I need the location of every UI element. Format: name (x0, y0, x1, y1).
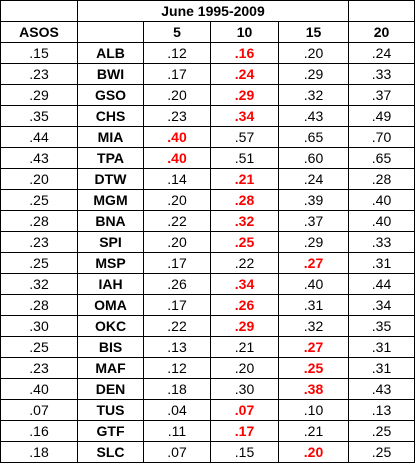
cell-15: .40 (279, 274, 349, 295)
table-row (1, 85, 415, 106)
cell-15: .32 (279, 85, 349, 106)
header-5: 5 (144, 22, 211, 43)
header-15: 15 (279, 22, 349, 43)
cell-station: SLC (78, 442, 144, 463)
cell-5: .20 (144, 232, 211, 253)
table-row (1, 358, 415, 379)
header-row (1, 22, 415, 43)
table-row (1, 442, 415, 463)
cell-5: .20 (144, 190, 211, 211)
table-row (1, 295, 415, 316)
cell-station: OMA (78, 295, 144, 316)
cell-20: .25 (349, 421, 415, 442)
cell-station: CHS (78, 106, 144, 127)
cell-20: .28 (349, 169, 415, 190)
cell-10: .30 (211, 379, 279, 400)
cell-20: .24 (349, 43, 415, 64)
table-row (1, 106, 415, 127)
cell-10: .34 (211, 106, 279, 127)
cell-station: IAH (78, 274, 144, 295)
cell-10: .21 (211, 169, 279, 190)
table-row (1, 316, 415, 337)
cell-asos: .20 (1, 169, 78, 190)
cell-15: .21 (279, 421, 349, 442)
cell-10: .17 (211, 421, 279, 442)
cell-20: .37 (349, 85, 415, 106)
header-station (78, 22, 144, 43)
cell-10: .07 (211, 400, 279, 421)
cell-15: .20 (279, 442, 349, 463)
cell-10: .20 (211, 358, 279, 379)
cell-20: .44 (349, 274, 415, 295)
cell-20: .25 (349, 442, 415, 463)
table-row (1, 274, 415, 295)
cell-asos: .23 (1, 232, 78, 253)
cell-10: .29 (211, 85, 279, 106)
cell-15: .32 (279, 316, 349, 337)
cell-20: .40 (349, 211, 415, 232)
cell-20: .40 (349, 190, 415, 211)
cell-10: .34 (211, 274, 279, 295)
cell-20: .49 (349, 106, 415, 127)
cell-station: DEN (78, 379, 144, 400)
cell-asos: .28 (1, 295, 78, 316)
cell-5: .14 (144, 169, 211, 190)
cell-asos: .23 (1, 64, 78, 85)
table-row (1, 127, 415, 148)
table-title: June 1995-2009 (78, 1, 349, 22)
title-spacer-right (349, 1, 415, 22)
cell-15: .29 (279, 232, 349, 253)
cell-10: .57 (211, 127, 279, 148)
table-row (1, 43, 415, 64)
cell-10: .29 (211, 316, 279, 337)
cell-5: .22 (144, 316, 211, 337)
cell-15: .39 (279, 190, 349, 211)
table-row (1, 253, 415, 274)
cell-station: TPA (78, 148, 144, 169)
cell-15: .25 (279, 358, 349, 379)
table-row (1, 400, 415, 421)
cell-station: GTF (78, 421, 144, 442)
cell-asos: .30 (1, 316, 78, 337)
title-spacer-left (1, 1, 78, 22)
table-row (1, 64, 415, 85)
table-row (1, 421, 415, 442)
cell-20: .35 (349, 316, 415, 337)
cell-15: .24 (279, 169, 349, 190)
cell-10: .22 (211, 253, 279, 274)
cell-station: TUS (78, 400, 144, 421)
cell-10: .15 (211, 442, 279, 463)
cell-5: .11 (144, 421, 211, 442)
cell-station: MSP (78, 253, 144, 274)
cell-asos: .16 (1, 421, 78, 442)
cell-asos: .44 (1, 127, 78, 148)
cell-5: .12 (144, 358, 211, 379)
cell-asos: .25 (1, 337, 78, 358)
cell-20: .65 (349, 148, 415, 169)
table-row (1, 337, 415, 358)
cell-5: .22 (144, 211, 211, 232)
table-row (1, 148, 415, 169)
cell-asos: .23 (1, 358, 78, 379)
cell-20: .31 (349, 337, 415, 358)
cell-5: .04 (144, 400, 211, 421)
cell-5: .17 (144, 64, 211, 85)
cell-asos: .40 (1, 379, 78, 400)
cell-asos: .25 (1, 253, 78, 274)
cell-20: .33 (349, 64, 415, 85)
cell-5: .17 (144, 253, 211, 274)
table-row (1, 379, 415, 400)
cell-asos: .28 (1, 211, 78, 232)
cell-asos: .43 (1, 148, 78, 169)
cell-20: .31 (349, 358, 415, 379)
cell-20: .43 (349, 379, 415, 400)
cell-station: OKC (78, 316, 144, 337)
cell-asos: .18 (1, 442, 78, 463)
cell-10: .21 (211, 337, 279, 358)
cell-station: GSO (78, 85, 144, 106)
cell-5: .12 (144, 43, 211, 64)
title-row (1, 1, 415, 22)
header-20: 20 (349, 22, 415, 43)
table-row (1, 232, 415, 253)
header-asos: ASOS (1, 22, 78, 43)
table-row (1, 190, 415, 211)
cell-10: .28 (211, 190, 279, 211)
cell-station: BWI (78, 64, 144, 85)
cell-station: DTW (78, 169, 144, 190)
cell-5: .23 (144, 106, 211, 127)
cell-20: .70 (349, 127, 415, 148)
cell-15: .37 (279, 211, 349, 232)
cell-15: .60 (279, 148, 349, 169)
cell-15: .27 (279, 253, 349, 274)
cell-station: MIA (78, 127, 144, 148)
cell-5: .20 (144, 85, 211, 106)
cell-15: .27 (279, 337, 349, 358)
cell-20: .34 (349, 295, 415, 316)
cell-asos: .15 (1, 43, 78, 64)
cell-5: .13 (144, 337, 211, 358)
cell-asos: .07 (1, 400, 78, 421)
cell-20: .13 (349, 400, 415, 421)
cell-20: .31 (349, 253, 415, 274)
cell-station: BIS (78, 337, 144, 358)
cell-station: SPI (78, 232, 144, 253)
cell-20: .33 (349, 232, 415, 253)
cell-asos: .29 (1, 85, 78, 106)
cell-10: .26 (211, 295, 279, 316)
cell-10: .24 (211, 64, 279, 85)
cell-5: .40 (144, 148, 211, 169)
cell-5: .18 (144, 379, 211, 400)
table-row (1, 211, 415, 232)
cell-station: BNA (78, 211, 144, 232)
cell-15: .31 (279, 295, 349, 316)
cell-5: .17 (144, 295, 211, 316)
cell-10: .25 (211, 232, 279, 253)
table-row (1, 169, 415, 190)
cell-15: .43 (279, 106, 349, 127)
cell-5: .07 (144, 442, 211, 463)
cell-10: .51 (211, 148, 279, 169)
cell-15: .38 (279, 379, 349, 400)
cell-5: .26 (144, 274, 211, 295)
cell-15: .29 (279, 64, 349, 85)
header-10: 10 (211, 22, 279, 43)
cell-asos: .35 (1, 106, 78, 127)
cell-5: .40 (144, 127, 211, 148)
cell-station: ALB (78, 43, 144, 64)
cell-asos: .32 (1, 274, 78, 295)
cell-station: MAF (78, 358, 144, 379)
cell-asos: .25 (1, 190, 78, 211)
cell-15: .65 (279, 127, 349, 148)
cell-15: .20 (279, 43, 349, 64)
cell-station: MGM (78, 190, 144, 211)
cell-15: .10 (279, 400, 349, 421)
cell-10: .32 (211, 211, 279, 232)
cell-10: .16 (211, 43, 279, 64)
